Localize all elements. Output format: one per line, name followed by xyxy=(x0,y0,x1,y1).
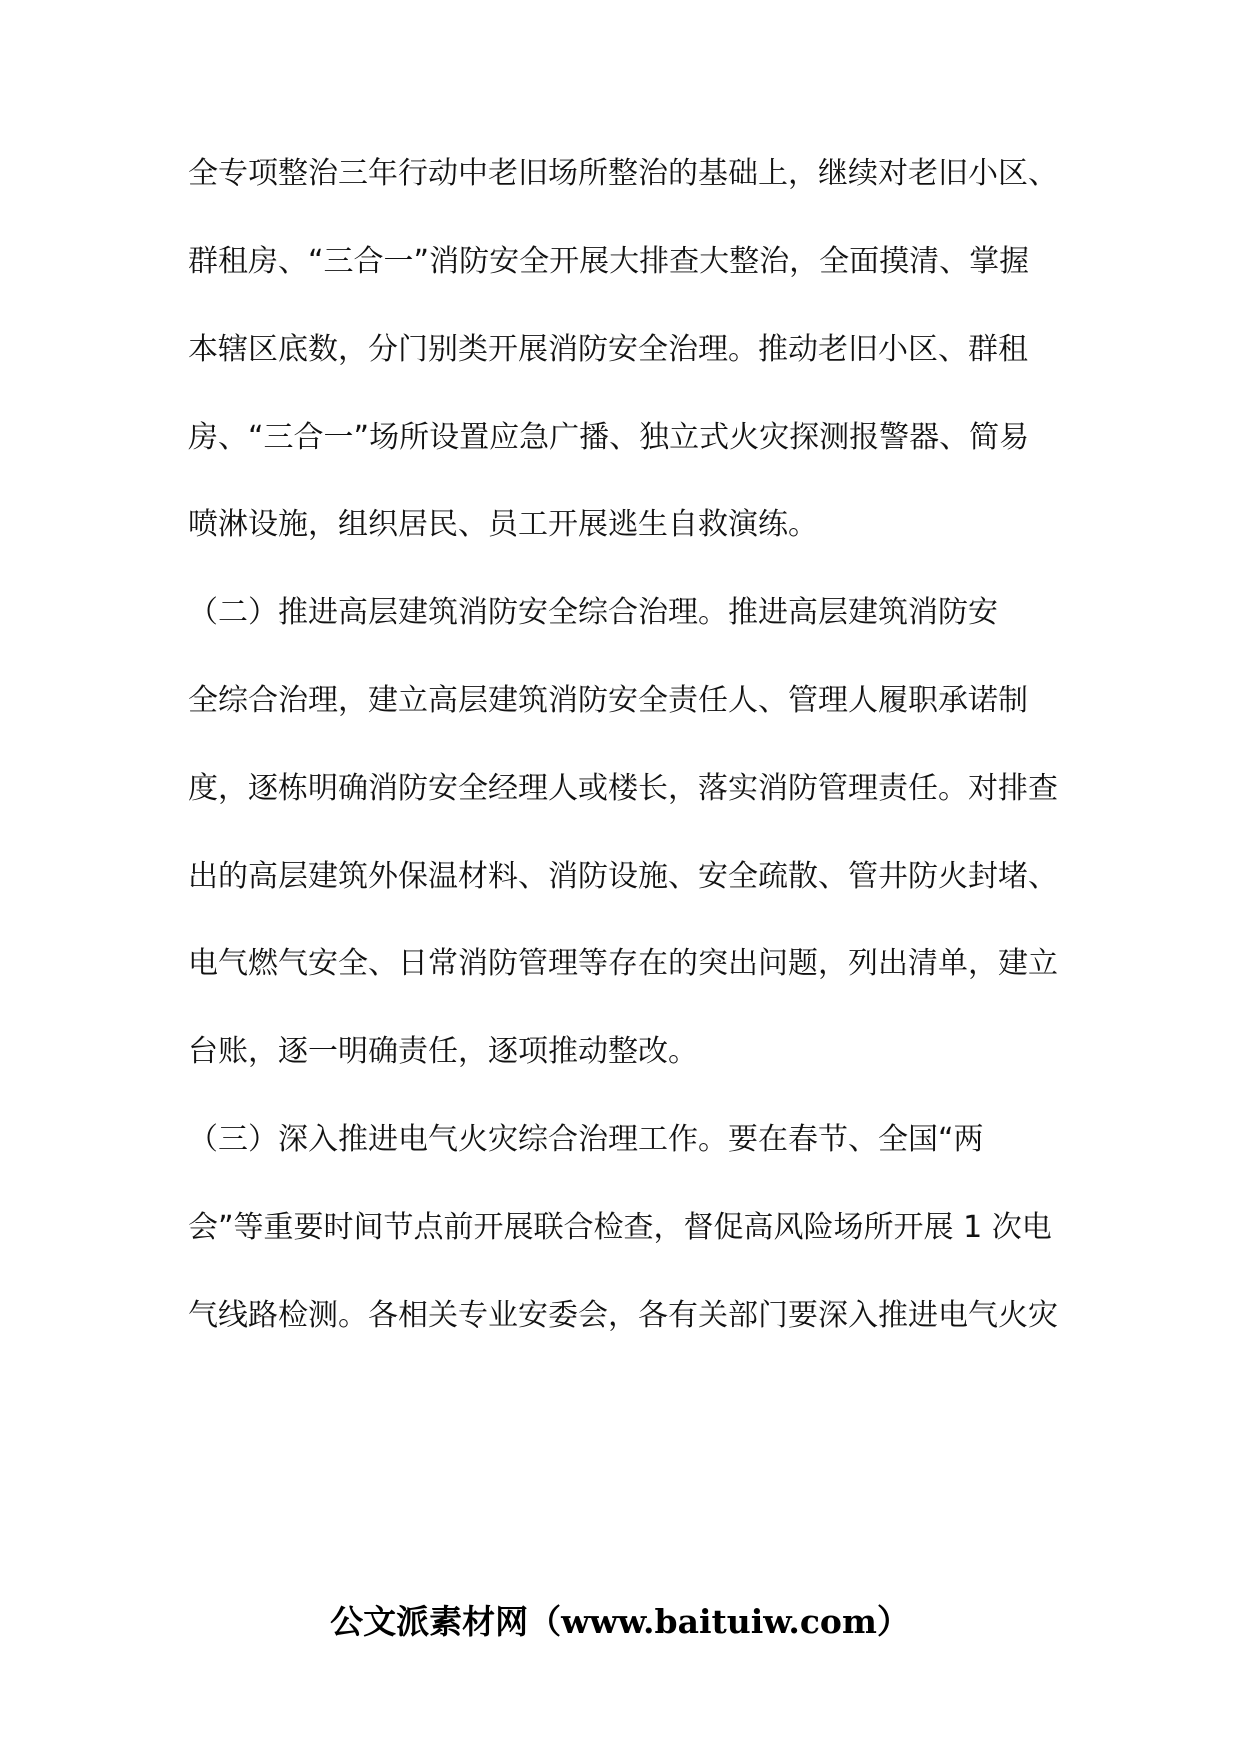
body-line: 出的高层建筑外保温材料、消防设施、安全疏散、管井防火封堵、 xyxy=(188,859,1058,894)
body-line: 群租房、“三合一”消防安全开展大排查大整治，全面摸清、掌握 xyxy=(188,244,1030,279)
section-heading-line: （二）推进高层建筑消防安全综合治理。推进高层建筑消防安 xyxy=(188,595,998,630)
body-line: 气线路检测。各相关专业安委会，各有关部门要深入推进电气火灾 xyxy=(188,1298,1058,1333)
body-line: 电气燃气安全、日常消防管理等存在的突出问题，列出清单，建立 xyxy=(188,946,1058,981)
site-footer: 公文派素材网（www.baituiw.com） xyxy=(330,1602,910,1641)
body-line: 全专项整治三年行动中老旧场所整治的基础上，继续对老旧小区、 xyxy=(188,156,1058,191)
body-line: 房、“三合一”场所设置应急广播、独立式火灾探测报警器、简易 xyxy=(188,420,1030,455)
body-line: 全综合治理，建立高层建筑消防安全责任人、管理人履职承诺制 xyxy=(188,683,1028,718)
body-line: 喷淋设施，组织居民、员工开展逃生自救演练。 xyxy=(188,507,818,542)
body-line: 本辖区底数，分门别类开展消防安全治理。推动老旧小区、群租 xyxy=(188,332,1028,367)
section-heading-line: （三）深入推进电气火灾综合治理工作。要在春节、全国“两 xyxy=(188,1122,984,1157)
body-line: 台账，逐一明确责任，逐项推动整改。 xyxy=(188,1034,698,1069)
body-line: 会”等重要时间节点前开展联合检查，督促高风险场所开展 1 次电 xyxy=(188,1210,1052,1245)
body-line: 度，逐栋明确消防安全经理人或楼长，落实消防管理责任。对排查 xyxy=(188,771,1058,806)
